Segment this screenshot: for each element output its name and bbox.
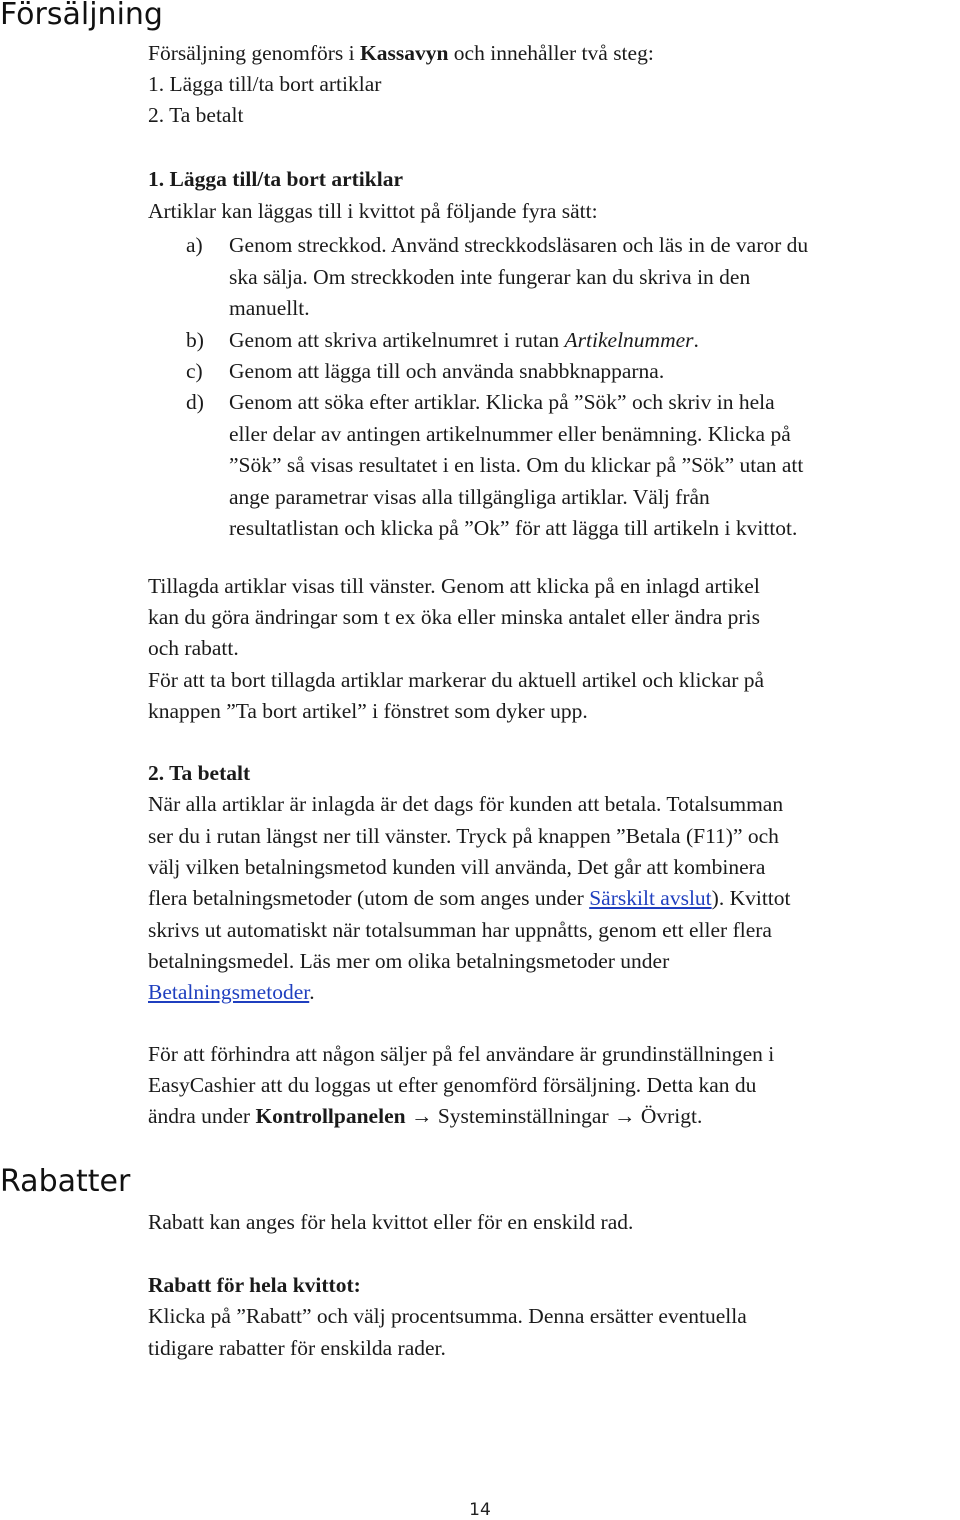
page-number: 14 — [469, 1500, 491, 1520]
list-item-line: Genom streckkod. Använd streckkodsläsaren och läs in de varor du — [229, 233, 809, 257]
paragraph-line: ändra under Kontrollpanelen → Systeminställningar → Övrigt. — [148, 1104, 703, 1128]
section1-intro: Artiklar kan läggas till i kvittot på följande fyra sätt: — [148, 199, 598, 223]
intro-step-2: 2. Ta betalt — [148, 103, 244, 127]
paragraph-line: skrivs ut automatiskt när totalsumman har uppnåtts, genom ett eller flera — [148, 918, 772, 942]
list-item-line: Genom att skriva artikelnumret i rutan Artikelnummer. — [229, 328, 699, 352]
list-item-line: Genom att söka efter artiklar. Klicka på ”Sök” och skriv in hela — [229, 390, 775, 414]
link-betalningsmetoder[interactable]: Betalningsmetoder — [148, 980, 310, 1004]
intro-line: Försäljning genomförs i Kassavyn och innehåller två steg: — [148, 41, 654, 65]
paragraph-line: betalningsmedel. Läs mer om olika betalningsmetoder under — [148, 949, 670, 973]
intro-step-1: 1. Lägga till/ta bort artiklar — [148, 72, 382, 96]
list-item-line: ange parametrar visas alla tillgängliga artiklar. Välj från — [229, 484, 710, 509]
paragraph-line: tidigare rabatter för enskilda rader. — [148, 1336, 446, 1360]
field-name-artikelnummer: Artikelnummer — [564, 328, 694, 352]
list-item-line: manuellt. — [229, 296, 310, 320]
list-marker: c) — [186, 359, 203, 383]
paragraph-line: ser du i rutan längst ner till vänster. Tryck på knappen ”Betala (F11)” och — [148, 824, 779, 848]
list-item-line: resultatlistan och klicka på ”Ok” för att lägga till artikeln i kvittot. — [229, 516, 798, 540]
heading-rabatter: Rabatter — [0, 1164, 131, 1199]
paragraph-line: Betalningsmetoder. — [148, 980, 315, 1004]
heading-forsaljning: Försäljning — [0, 0, 163, 32]
list-item-line: ”Sök” så visas resultatet i en lista. Om du klickar på ”Sök” utan att — [229, 453, 804, 477]
paragraph-line: och rabatt. — [148, 636, 239, 660]
list-item-line: ska sälja. Om streckkoden inte fungerar kan du skriva in den — [229, 264, 751, 289]
rabatter-subheading: Rabatt för hela kvittot: — [148, 1273, 361, 1297]
paragraph-line: välj vilken betalningsmetod kunden vill använda, Det går att kombinera — [148, 855, 766, 879]
rabatter-intro: Rabatt kan anges för hela kvittot eller för en enskild rad. — [148, 1210, 634, 1234]
section1-heading: 1. Lägga till/ta bort artiklar — [148, 167, 403, 191]
paragraph-line: Tillagda artiklar visas till vänster. Genom att klicka på en inlagd artikel — [148, 574, 760, 598]
list-marker: d) — [186, 390, 204, 414]
paragraph-line: För att förhindra att någon säljer på fel användare är grundinställningen i — [148, 1042, 775, 1066]
list-marker: b) — [186, 328, 204, 352]
list-item-line: eller delar av antingen artikelnummer eller benämning. Klicka på — [229, 421, 791, 446]
list-item-line: Genom att lägga till och använda snabbknapparna. — [229, 359, 665, 383]
paragraph-line: Klicka på ”Rabatt” och välj procentsumma. Denna ersätter eventuella — [148, 1304, 747, 1328]
paragraph-line: knappen ”Ta bort artikel” i fönstret som dyker upp. — [148, 699, 588, 723]
paragraph-line: flera betalningsmetoder (utom de som anges under Särskilt avslut). Kvittot — [148, 886, 791, 910]
paragraph-line: kan du göra ändringar som t ex öka eller minska antalet eller ändra pris — [148, 605, 760, 629]
paragraph-line: När alla artiklar är inlagda är det dags för kunden att betala. Totalsumman — [148, 792, 784, 816]
list-marker: a) — [186, 233, 203, 257]
link-sarskilt-avslut[interactable]: Särskilt avslut — [589, 886, 712, 910]
paragraph-line: EasyCashier att du loggas ut efter genomförd försäljning. Detta kan du — [148, 1073, 757, 1097]
section2-heading: 2. Ta betalt — [148, 761, 251, 785]
paragraph-line: För att ta bort tillagda artiklar markerar du aktuell artikel och klickar på — [148, 668, 765, 692]
